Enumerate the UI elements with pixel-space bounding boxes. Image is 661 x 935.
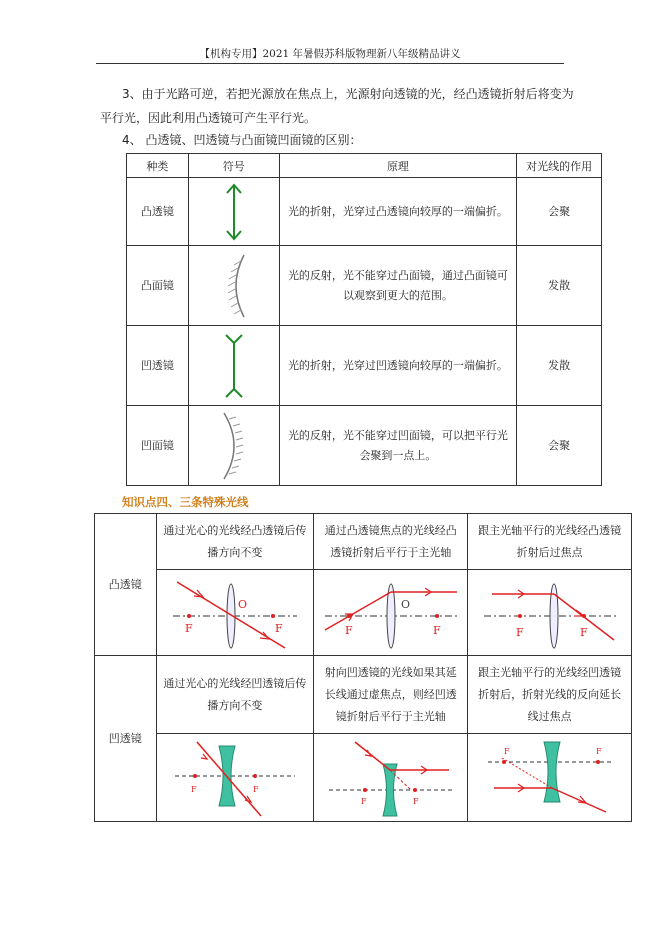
row-effect: 会聚 — [517, 178, 602, 246]
convex-rule-1: 通过光心的光线经凸透镜后传播方向不变 — [156, 514, 314, 570]
row-kind: 凸面镜 — [127, 246, 189, 326]
focus-label: F — [595, 746, 602, 756]
table-row — [127, 178, 602, 246]
convex-mirror-symbol-icon — [188, 246, 279, 326]
focus-label: F — [184, 621, 193, 635]
table-header-row — [127, 154, 602, 178]
focus-label: F — [503, 746, 510, 756]
header-principle: 原理 — [279, 154, 516, 178]
focus-label: F — [432, 623, 441, 637]
header-symbol: 符号 — [188, 154, 279, 178]
focus-label: F — [274, 621, 283, 635]
table-row — [127, 246, 602, 326]
row-kind: 凸透镜 — [127, 178, 189, 246]
convex-rule-3: 跟主光轴平行的光线经凸透镜折射后过焦点 — [468, 514, 632, 570]
row-kind: 凹面镜 — [127, 406, 189, 486]
table-row — [95, 656, 632, 734]
focus-label: F — [515, 625, 524, 639]
focus-label: F — [412, 796, 419, 806]
concave-parallel-ray-diagram — [468, 734, 632, 822]
row-effect: 发散 — [517, 326, 602, 406]
row-principle: 光的折射，光穿过凸透镜向较厚的一端偏折。 — [279, 178, 516, 246]
center-label: O — [237, 597, 247, 611]
table-row — [95, 514, 632, 570]
table-row — [95, 570, 632, 656]
concave-rule-2: 射向凹透镜的光线如果其延长线通过虚焦点，则经凹透镜折射后平行于主光轴 — [314, 656, 468, 734]
page-header: 【机构专用】2021 年暑假苏科版物理新八年级精品讲义 — [199, 48, 461, 60]
focus-label: F — [252, 784, 259, 794]
row-principle: 光的反射，光不能穿过凸面镜，通过凸面镜可以观察到更大的范围。 — [279, 246, 516, 326]
concave-lens-symbol-icon — [188, 326, 279, 406]
header-effect: 对光线的作用 — [517, 154, 602, 178]
convex-focus-ray-diagram — [314, 570, 468, 656]
header-divider — [96, 63, 564, 64]
concave-label: 凹透镜 — [95, 656, 157, 822]
concave-rule-3: 跟主光轴平行的光线经凹透镜折射后，折射光线的反向延长线过焦点 — [468, 656, 632, 734]
paragraph-4-line-1: 4、 凸透镜、凹透镜与凸面镜凹面镜的区别： — [122, 133, 362, 147]
table-row — [95, 734, 632, 822]
focus-label: F — [360, 796, 367, 806]
row-kind: 凹透镜 — [127, 326, 189, 406]
focus-label: F — [190, 784, 197, 794]
paragraph-3-line-1: 3、由于光路可逆，若把光源放在焦点上，光源射向透镜的光，经凸透镜折射后将变为 — [122, 87, 574, 101]
lens-mirror-comparison-table — [126, 153, 602, 486]
row-principle: 光的折射，光穿过凹透镜向较厚的一端偏折。 — [279, 326, 516, 406]
row-principle: 光的反射，光不能穿过凹面镜，可以把平行光会聚到一点上。 — [279, 406, 516, 486]
header-kind: 种类 — [127, 154, 189, 178]
concave-focus-ray-diagram — [314, 734, 468, 822]
table-row — [127, 406, 602, 486]
row-effect: 会聚 — [517, 406, 602, 486]
section-title: 知识点四、三条特殊光线 — [122, 495, 249, 509]
special-rays-table — [94, 513, 632, 822]
concave-rule-1: 通过光心的光线经凹透镜后传播方向不变 — [156, 656, 314, 734]
focus-label: F — [344, 623, 353, 637]
row-effect: 发散 — [517, 246, 602, 326]
concave-mirror-symbol-icon — [188, 406, 279, 486]
focus-label: F — [579, 625, 588, 639]
convex-center-ray-diagram — [156, 570, 314, 656]
convex-lens-symbol-icon — [188, 178, 279, 246]
concave-center-ray-diagram — [156, 734, 314, 822]
paragraph-3-line-2: 平行光，因此利用凸透镜可产生平行光。 — [100, 111, 317, 125]
center-label: O — [400, 597, 410, 611]
convex-parallel-ray-diagram — [468, 570, 632, 656]
convex-label: 凸透镜 — [95, 514, 157, 656]
convex-rule-2: 通过凸透镜焦点的光线经凸透镜折射后平行于主光轴 — [314, 514, 468, 570]
table-row — [127, 326, 602, 406]
